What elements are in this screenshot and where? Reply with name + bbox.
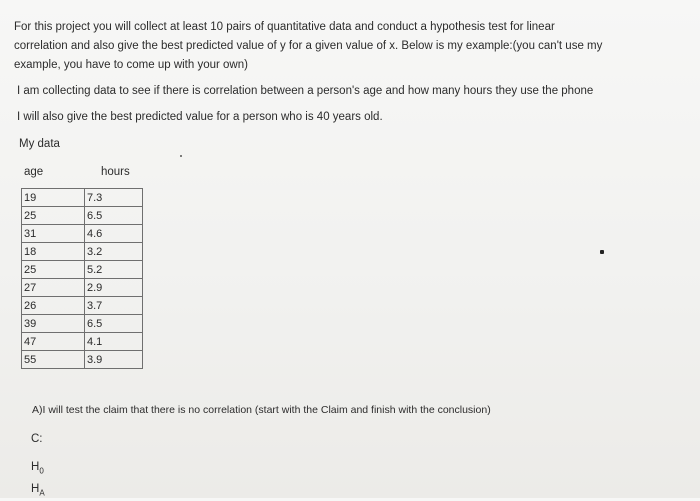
age-cell: 55 xyxy=(22,351,85,369)
data-table xyxy=(21,188,143,369)
intro-line-3: example, you have to come up with your own) xyxy=(14,59,248,71)
table-row xyxy=(22,315,143,333)
hours-cell: 7.3 xyxy=(85,189,143,207)
ha-subscript: A xyxy=(39,488,45,498)
hours-cell: 4.1 xyxy=(85,333,143,351)
age-column-header: age xyxy=(24,166,44,178)
statement-line-2: I will also give the best predicted value for a person who is 40 years old. xyxy=(17,111,383,123)
ha-letter: H xyxy=(31,483,40,495)
table-row xyxy=(22,279,143,297)
age-cell: 25 xyxy=(22,261,85,279)
h0-subscript: 0 xyxy=(39,466,44,476)
age-cell: 25 xyxy=(22,207,85,225)
hours-cell: 3.2 xyxy=(85,243,143,261)
hours-column-header: hours xyxy=(101,166,130,178)
age-cell: 19 xyxy=(22,189,85,207)
my-data-label: My data xyxy=(19,138,60,150)
hours-cell: 4.6 xyxy=(85,225,143,243)
table-row xyxy=(22,225,143,243)
hours-cell: 3.7 xyxy=(85,297,143,315)
age-cell: 39 xyxy=(22,315,85,333)
intro-line-2: correlation and also give the best predicted value of y for a given value of x. Below is my example:(you can't use my xyxy=(14,40,603,52)
hours-cell: 3.9 xyxy=(85,351,143,369)
intro-line-1: For this project you will collect at least 10 pairs of quantitative data and conduct a hypothesis test for linear xyxy=(14,21,555,33)
age-cell: 47 xyxy=(22,333,85,351)
alt-hypothesis-label xyxy=(31,481,45,501)
cursor-mark xyxy=(600,250,604,254)
age-cell: 31 xyxy=(22,225,85,243)
table-row xyxy=(22,333,143,351)
table-row xyxy=(22,243,143,261)
hours-cell: 6.5 xyxy=(85,207,143,225)
h0-letter: H xyxy=(31,461,40,473)
table-row xyxy=(22,207,143,225)
table-row xyxy=(22,261,143,279)
hours-cell: 6.5 xyxy=(85,315,143,333)
table-row xyxy=(22,351,143,369)
age-cell: 18 xyxy=(22,243,85,261)
age-cell: 26 xyxy=(22,297,85,315)
hours-cell: 2.9 xyxy=(85,279,143,297)
table-row xyxy=(22,297,143,315)
question-a: A)I will test the claim that there is no correlation (start with the Claim and finish with the conclusion) xyxy=(32,404,491,416)
stray-mark xyxy=(180,155,182,157)
null-hypothesis-label xyxy=(31,459,44,479)
table-row xyxy=(22,189,143,207)
statement-line-1: I am collecting data to see if there is correlation between a person's age and how many hours they use the phone xyxy=(17,85,594,97)
hours-cell: 5.2 xyxy=(85,261,143,279)
claim-label: C: xyxy=(31,433,43,445)
age-cell: 27 xyxy=(22,279,85,297)
